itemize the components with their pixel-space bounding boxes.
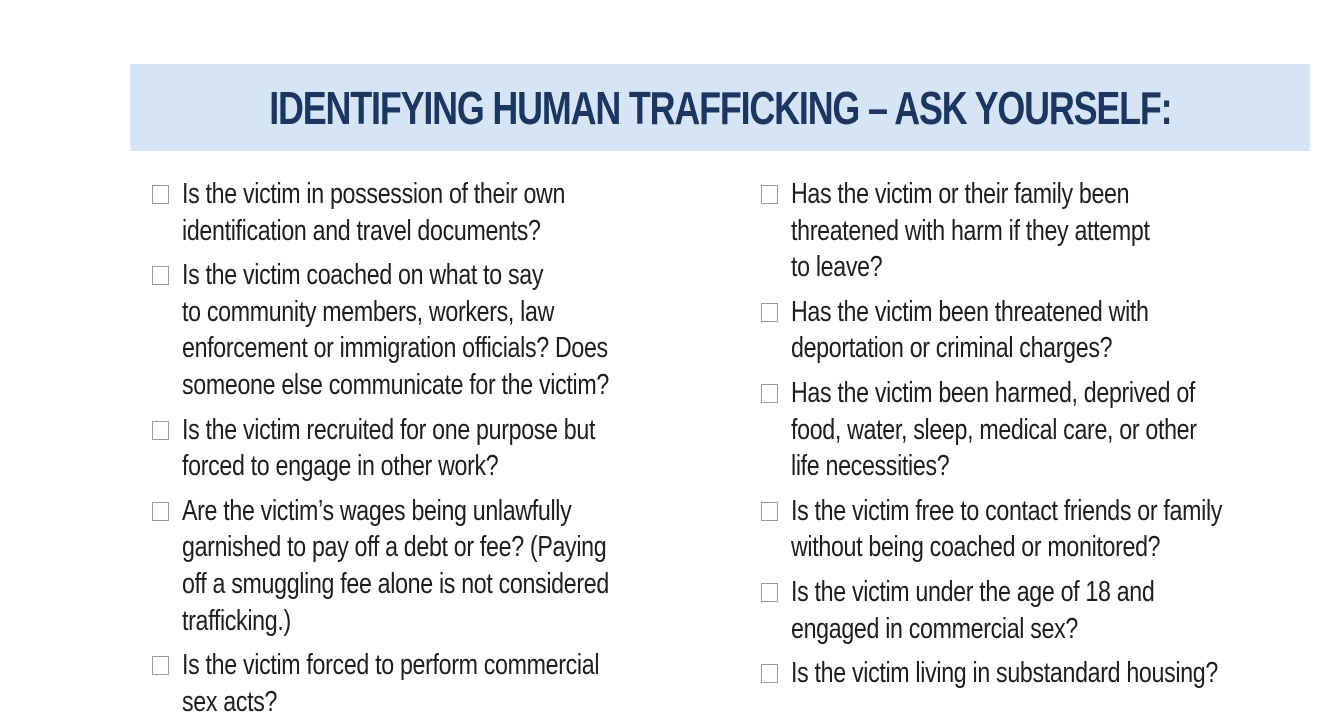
checklist-item — [152, 647, 732, 720]
checklist-item-text: Is the victim recruited for one purpose but forced to engage in other work? — [182, 413, 596, 483]
checklist-item — [152, 176, 732, 249]
checklist-item-text: Is the victim coached on what to say to community members, workers, law enforcement or immigration officials? Does someone else communicate for the victim? — [182, 259, 609, 401]
checklist-item-text: Is the victim in possession of their own identification and travel documents? — [182, 178, 566, 247]
checkbox[interactable] — [152, 266, 169, 285]
checklist-item-text: Has the victim been threatened with deportation or criminal charges? — [791, 295, 1149, 365]
checklist-item — [152, 412, 732, 485]
checkbox[interactable] — [152, 502, 169, 521]
checkbox[interactable] — [152, 185, 169, 204]
checklist-item-text: Are the victim’s wages being unlawfully garnished to pay off a debt or fee? (Paying off a smuggling fee alone is not considered trafficking.) — [182, 494, 609, 637]
checklist-item — [152, 493, 732, 639]
checklist-item-text: Is the victim forced to perform commercial sex acts? — [182, 649, 600, 718]
checklist-item-text: Has the victim or their family been threatened with harm if they attempt to leave? — [791, 178, 1150, 284]
checklist-item — [761, 574, 1336, 647]
checklist-item-text: Has the victim been harmed, deprived of food, water, sleep, medical care, or other life necessities? — [791, 376, 1197, 483]
checklist-item — [761, 176, 1336, 286]
checklist-left-column — [152, 176, 732, 721]
checklist-item-text: Is the victim free to contact friends or family without being coached or monitored? — [791, 494, 1223, 564]
checklist-item — [152, 257, 732, 403]
checkbox[interactable] — [761, 384, 778, 403]
checklist-right-column — [761, 176, 1336, 700]
checkbox[interactable] — [761, 303, 778, 322]
checklist-item — [761, 294, 1336, 367]
checklist-item — [761, 655, 1336, 692]
checklist-item-text: Is the victim under the age of 18 and engaged in commercial sex? — [791, 575, 1155, 645]
title-banner — [130, 64, 1310, 151]
page-title: IDENTIFYING HUMAN TRAFFICKING – ASK YOURSELF: — [268, 81, 1172, 134]
checkbox[interactable] — [761, 664, 778, 683]
checkbox[interactable] — [152, 421, 169, 440]
checkbox[interactable] — [152, 656, 169, 675]
checklist-item-text: Is the victim living in substandard housing? — [791, 657, 1218, 690]
checklist-item — [761, 493, 1336, 566]
checkbox[interactable] — [761, 502, 778, 521]
checkbox[interactable] — [761, 583, 778, 602]
checkbox[interactable] — [761, 185, 778, 204]
checklist-item — [761, 375, 1336, 485]
